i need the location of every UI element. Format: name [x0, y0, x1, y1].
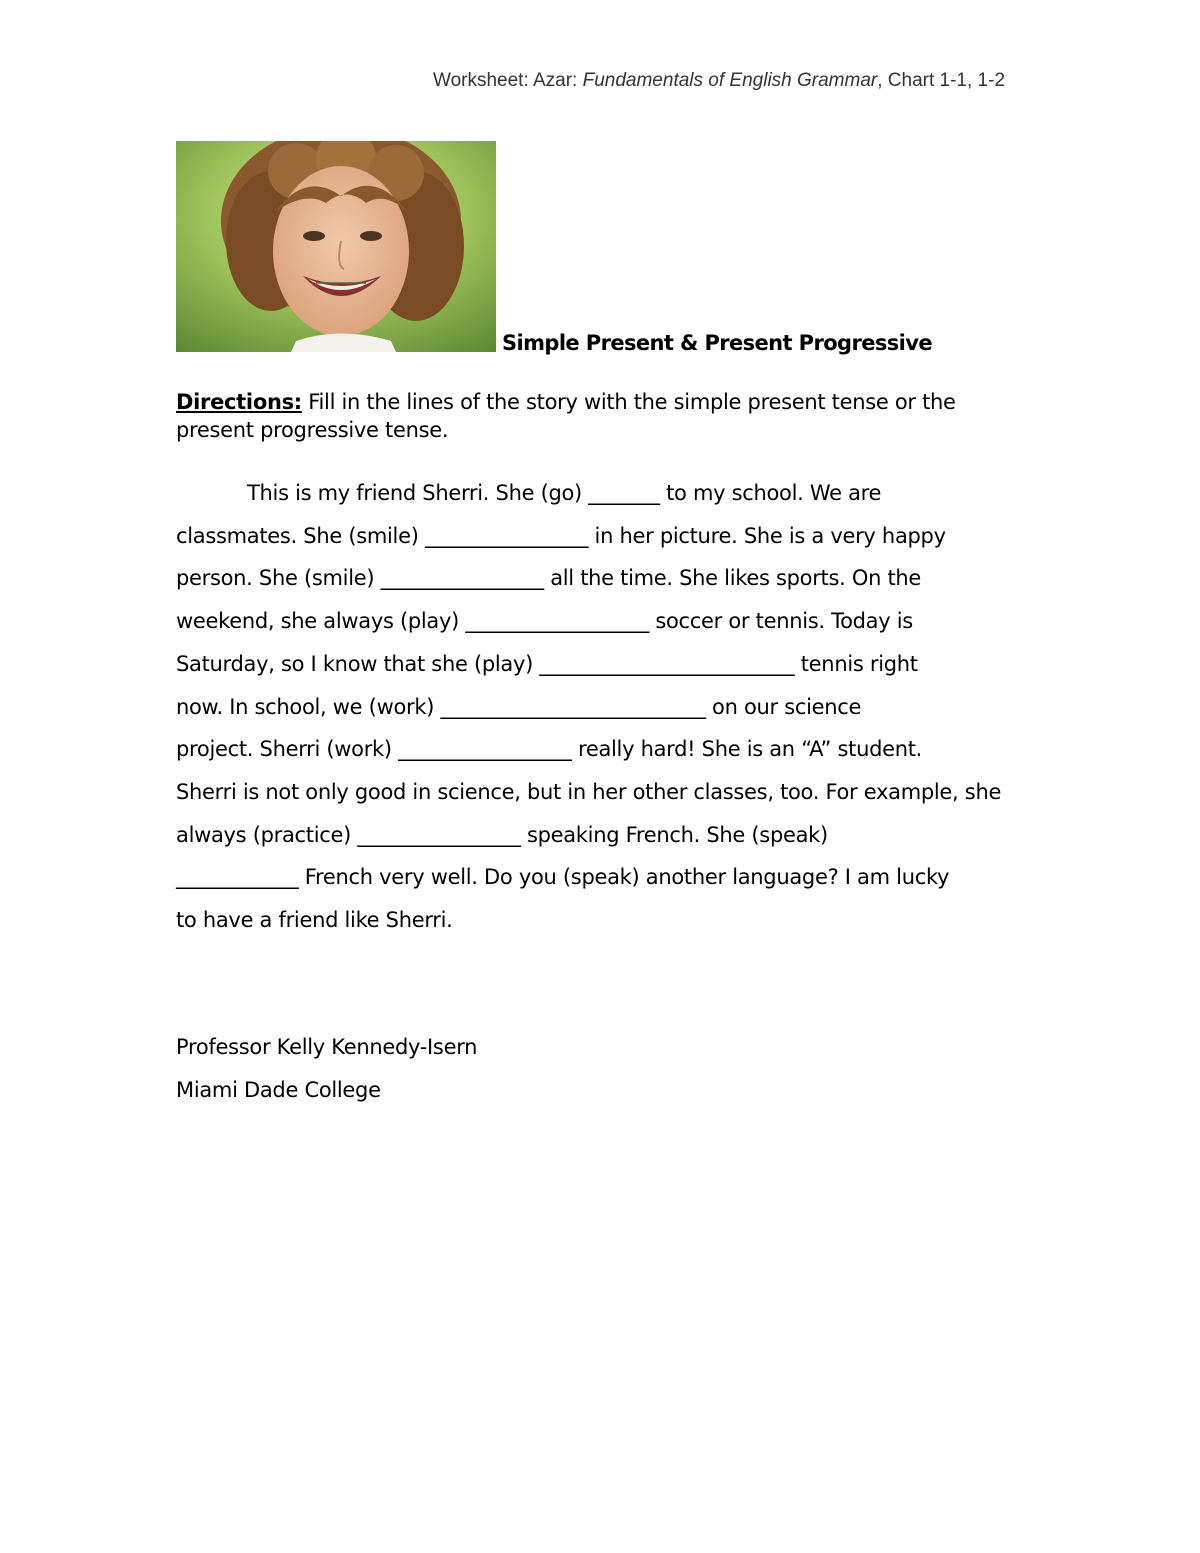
story-line: now. In school, we (work) __________________________ on our science: [176, 694, 862, 719]
header-prefix: Worksheet: Azar:: [433, 70, 583, 91]
header-suffix: , Chart 1-1, 1-2: [877, 70, 1006, 91]
header-book-title: Fundamentals of English Grammar: [582, 70, 878, 91]
story-line: Sherri is not only good in science, but in her other classes, too. For example, she: [176, 779, 1002, 804]
directions-label: Directions:: [176, 390, 302, 414]
signature-block: [176, 1026, 477, 1111]
story-line: to have a friend like Sherri.: [176, 908, 453, 933]
college-name: Miami Dade College: [176, 1077, 381, 1102]
directions: [176, 388, 1006, 444]
smiling-girl-photo: [176, 141, 496, 352]
story-line: ____________ French very well. Do you (speak) another language? I am lucky: [176, 865, 950, 890]
worksheet-header: [433, 70, 1005, 92]
story-line: weekend, she always (play) __________________ soccer or tennis. Today is: [176, 609, 913, 634]
story-line: project. Sherri (work) _________________ really hard! She is an “A” student.: [176, 737, 923, 762]
story-line: person. She (smile) ________________ all the time. She likes sports. On the: [176, 566, 922, 591]
worksheet-title: Simple Present & Present Progressive: [502, 331, 933, 355]
story-line: always (practice) ________________ speaking French. She (speak): [176, 822, 828, 847]
professor-name: Professor Kelly Kennedy-Isern: [176, 1035, 478, 1059]
story-paragraph: [176, 472, 1026, 942]
directions-text: Fill in the lines of the story with the simple present tense or the present progressive tense.: [176, 390, 956, 442]
story-line: This is my friend Sherri. She (go) _______ to my school. We are: [247, 481, 882, 505]
story-line: classmates. She (smile) ________________ in her picture. She is a very happy: [176, 523, 946, 548]
story-line: Saturday, so I know that she (play) _________________________ tennis right: [176, 651, 918, 676]
